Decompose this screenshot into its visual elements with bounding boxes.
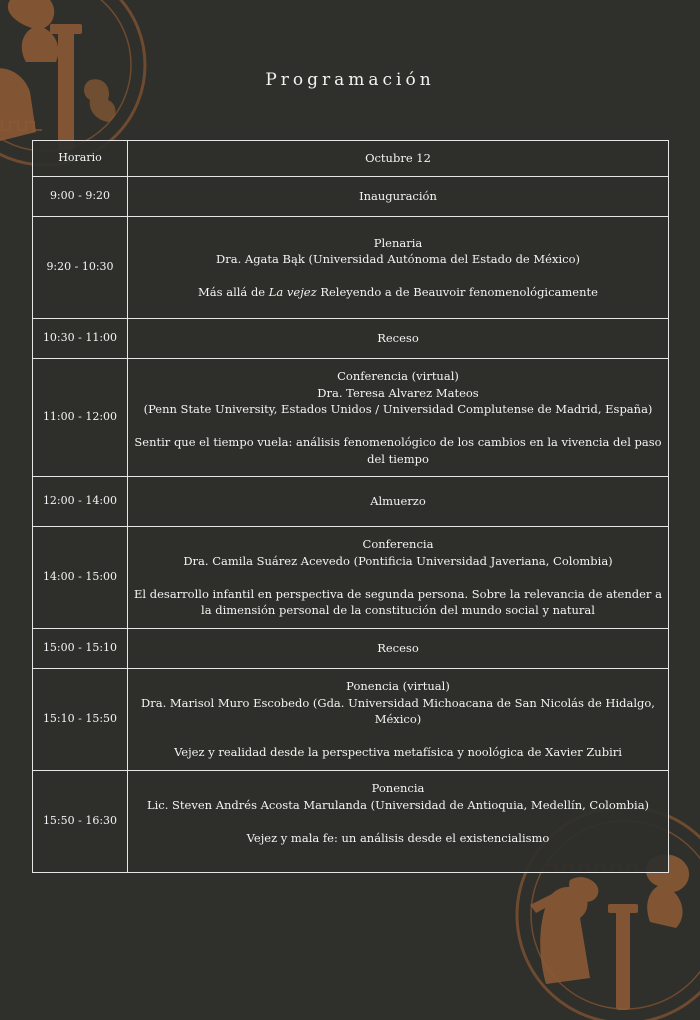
event-type: Inauguración <box>359 189 437 204</box>
event-type: Ponencia <box>371 781 425 796</box>
event-speaker: Dra. Marisol Muro Escobedo (Gda. Universidad Michoacana de San Nicolás de Hidalgo, México) <box>141 695 655 727</box>
table-row <box>33 217 669 319</box>
row-event <box>128 359 669 477</box>
header-time: Horario <box>33 141 128 177</box>
event-type: Receso <box>377 331 419 346</box>
event-speaker: Lic. Steven Andrés Acosta Marulanda (Universidad de Antioquia, Medellín, Colombia) <box>146 797 650 812</box>
table-row <box>33 177 669 217</box>
event-speaker: Dra. Camila Suárez Acevedo (Pontificia Universidad Javeriana, Colombia) <box>183 553 613 568</box>
event-talk-title: Sentir que el tiempo vuela: análisis fenomenológico de los cambios en la vivencia del paso del tiempo <box>134 435 662 466</box>
talk-title-prefix: Más allá de <box>198 285 269 299</box>
event-talk-title <box>134 284 662 301</box>
talk-title-suffix: Releyendo a de Beauvoir fenomenológicamente <box>316 285 598 299</box>
talk-title-italic: La vejez <box>268 285 317 299</box>
table-row <box>33 669 669 771</box>
row-time: 12:00 - 14:00 <box>33 477 128 527</box>
event-type: Receso <box>377 641 419 656</box>
event-speaker: Dra. Agata Bąk (Universidad Autónoma del Estado de México) <box>216 252 580 266</box>
row-event <box>128 669 669 771</box>
event-type: Ponencia (virtual) <box>346 679 450 694</box>
row-time: 9:20 - 10:30 <box>33 217 128 319</box>
event-type: Almuerzo <box>370 494 426 509</box>
table-row <box>33 359 669 477</box>
row-time: 15:00 - 15:10 <box>33 629 128 669</box>
header-date: Octubre 12 <box>128 141 669 177</box>
event-talk-title: El desarrollo infantil en perspectiva de segunda persona. Sobre la relevancia de atender a la dimensión personal de la constitución del mundo social y natural <box>134 586 662 618</box>
event-speaker: Dra. Teresa Alvarez Mateos <box>317 385 479 400</box>
row-event <box>128 527 669 629</box>
event-type: Conferencia (virtual) <box>337 369 459 383</box>
table-row <box>33 477 669 527</box>
event-type: Plenaria <box>373 235 423 250</box>
row-event <box>128 771 669 873</box>
event-talk-title: Vejez y mala fe: un análisis desde el existencialismo <box>246 830 550 845</box>
row-time: 15:10 - 15:50 <box>33 669 128 771</box>
table-row <box>33 771 669 873</box>
page-title: Programación <box>265 70 435 90</box>
row-time: 11:00 - 12:00 <box>33 359 128 477</box>
event-affiliation: (Penn State University, Estados Unidos / Universidad Complutense de Madrid, España) <box>143 402 653 416</box>
table-row <box>33 319 669 359</box>
row-time: 9:00 - 9:20 <box>33 177 128 217</box>
table-row <box>33 527 669 629</box>
row-event <box>128 177 669 217</box>
row-event <box>128 477 669 527</box>
row-event <box>128 629 669 669</box>
row-event <box>128 319 669 359</box>
row-time: 15:50 - 16:30 <box>33 771 128 873</box>
event-type: Conferencia <box>362 537 434 552</box>
event-talk-title: Vejez y realidad desde la perspectiva metafísica y noológica de Xavier Zubiri <box>174 745 622 760</box>
row-time: 14:00 - 15:00 <box>33 527 128 629</box>
table-header-row <box>33 141 669 177</box>
table-row <box>33 629 669 669</box>
row-event <box>128 217 669 319</box>
row-time: 10:30 - 11:00 <box>33 319 128 359</box>
schedule-table <box>32 140 669 873</box>
